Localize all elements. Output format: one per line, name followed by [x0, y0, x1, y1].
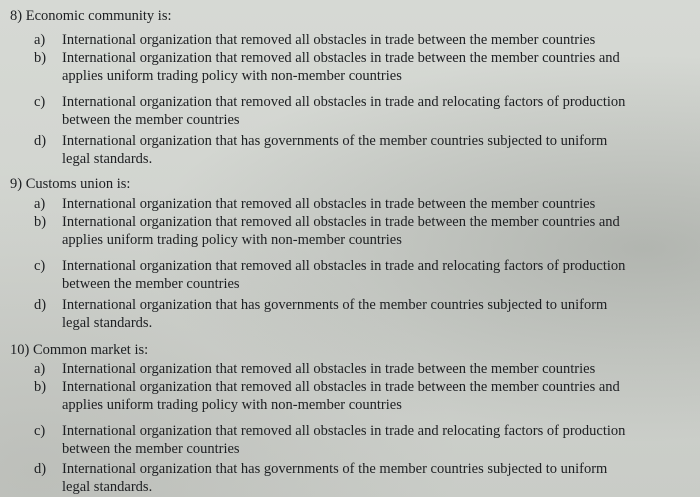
- option-text: International organization that removed all obstacles in trade and relocating factors of production: [62, 94, 626, 110]
- option-text: International organization that has governments of the member countries subjected to uniform: [62, 461, 608, 477]
- option-letter: a): [34, 32, 46, 48]
- option-letter: a): [34, 196, 46, 212]
- option-text: International organization that removed all obstacles in trade between the member countries and: [62, 50, 620, 66]
- option-text: International organization that removed all obstacles in trade and relocating factors of production: [62, 423, 626, 439]
- option-text-continued: applies uniform trading policy with non-member countries: [62, 397, 402, 413]
- option-letter: d): [34, 461, 47, 477]
- option-text: International organization that has governments of the member countries subjected to uniform: [62, 297, 608, 313]
- option-text-continued: between the member countries: [62, 276, 240, 292]
- option-letter: c): [34, 258, 46, 274]
- question-8-heading: [10, 8, 172, 24]
- question-stem: Common market is:: [32, 342, 149, 358]
- option-text-continued: legal standards.: [62, 151, 153, 167]
- option-letter: c): [34, 423, 46, 439]
- option-text: International organization that removed all obstacles in trade between the member countries and: [62, 379, 620, 395]
- option-letter: c): [34, 94, 46, 110]
- option-text: International organization that removed all obstacles in trade and relocating factors of production: [62, 258, 626, 274]
- option-letter: d): [34, 133, 47, 149]
- option-text-continued: applies uniform trading policy with non-member countries: [62, 232, 402, 248]
- option-text-continued: legal standards.: [62, 479, 153, 495]
- option-text-continued: applies uniform trading policy with non-member countries: [62, 68, 402, 84]
- option-letter: b): [34, 214, 47, 230]
- question-9-heading: [10, 176, 130, 192]
- question-number: 9): [10, 176, 23, 192]
- option-text: International organization that has governments of the member countries subjected to uniform: [62, 133, 608, 149]
- option-letter: a): [34, 361, 46, 377]
- option-letter: b): [34, 379, 47, 395]
- option-letter: d): [34, 297, 47, 313]
- question-10-heading: [10, 342, 148, 358]
- option-text-continued: between the member countries: [62, 441, 240, 457]
- option-text-continued: legal standards.: [62, 315, 153, 331]
- option-letter: b): [34, 50, 47, 66]
- question-number: 8): [10, 8, 23, 24]
- question-stem: Economic community is:: [25, 8, 172, 24]
- option-text: International organization that removed all obstacles in trade between the member countries: [62, 32, 596, 48]
- option-text-continued: between the member countries: [62, 112, 240, 128]
- option-text: International organization that removed all obstacles in trade between the member countries: [62, 196, 596, 212]
- question-number: 10): [10, 342, 30, 358]
- option-text: International organization that removed all obstacles in trade between the member countries and: [62, 214, 620, 230]
- option-text: International organization that removed all obstacles in trade between the member countries: [62, 361, 596, 377]
- question-stem: Customs union is:: [25, 176, 131, 192]
